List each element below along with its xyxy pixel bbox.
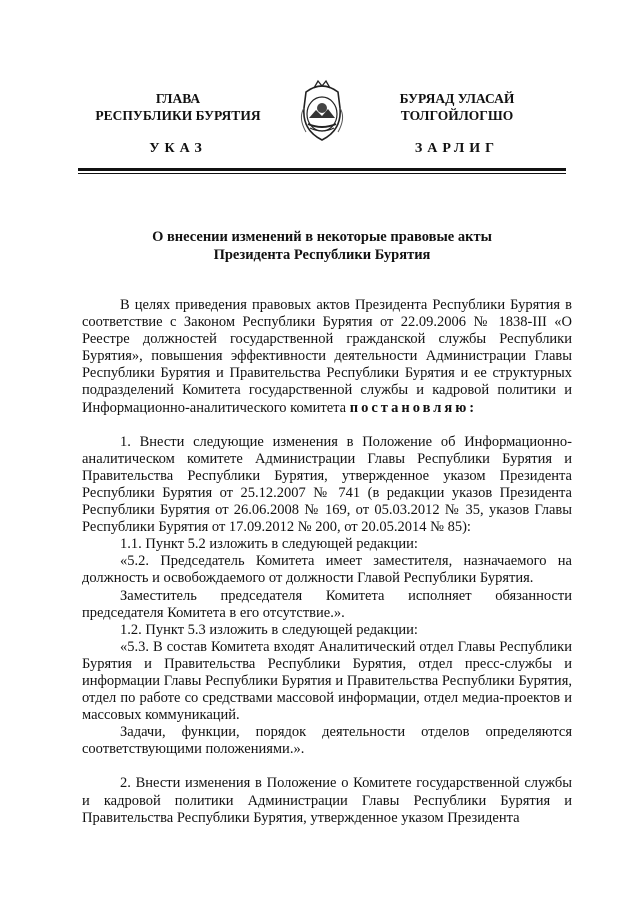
item-1-2: 1.2. Пункт 5.3 изложить в следующей редакции: [120,621,418,638]
header-divider-thick [78,168,566,171]
decree-word: постановляю [349,399,470,416]
item-1-2-quote-2: Задачи, функции, порядок деятельности отделов определяются соответствующими положениями.». [82,724,572,758]
title-line1: О внесении изменений в некоторые правовые акты [152,229,492,245]
item-2: 2. Внести изменения в Положение о Комитете государственной службы и кадровой политики Администрации Главы Республики Бурятия и Правительства Республики Бурятия, утвержденное указом Президента [82,775,572,826]
item-1-1-quote-2: Заместитель председателя Комитета исполняет обязанности председателя Комитета в его отсутствие.». [82,587,572,621]
issuer-ru-line2: РЕСПУБЛИКИ БУРЯТИЯ [95,108,261,123]
item-1-1-quote: «5.2. Председатель Комитета имеет заместителя, назначаемого на должность и освобождаемого от должности Главой Республики Бурятия. [82,553,572,587]
header-divider-thin [78,173,566,174]
decree-punct: : [469,399,475,416]
doc-type-ru: УКАЗ [149,141,207,156]
issuer-ru-line1: ГЛАВА [155,91,201,106]
preamble-text: В целях приведения правовых актов Президента Республики Бурятия в соответствие с Законом Республики Бурятия от 22.09.2006 № 1838-III «О Реестре должностей государственной гражданской службы Республики Бурятия», повышения эффективности деятельности Администрации Главы Республики Бурятия и Правительства Республики Бурятия и ее структурных подразделений Комитета государственной службы и кадровой политики и Информационно-аналитического комитета [82,297,572,416]
document-title [78,228,566,264]
item-1: 1. Внести следующие изменения в Положение об Информационно-аналитическом комитете Администрации Главы Республики Бурятия и Правительства Республики Бурятия, утвержденное указом Президента Республики Бурятия от 25.12.2007 № 741 (в редакции указов Президента Республики Бурятия от 26.06.2008 № 169, от 05.03.2012 № 35, указов Главы Республики Бурятия от 17.09.2012 № 200, от 20.05.2014 № 85): [82,433,572,536]
preamble-paragraph [82,297,572,417]
item-1-1: 1.1. Пункт 5.2 изложить в следующей редакции: [120,536,418,553]
issuer-bua-line2: ТОЛГОЙЛОГШО [400,108,514,123]
item-1-2-quote: «5.3. В состав Комитета входят Аналитический отдел Главы Республики Бурятия и Правительства Республики Бурятия, отдел пресс-службы и информации Главы Республики Бурятия и Правительства Республики Бурятия, отдел по работе со средствами массовой информации, отдел медиа-проектов и массовых коммуникаций. [82,638,572,724]
coat-of-arms-emblem [296,78,348,142]
doc-type-bua: ЗАРЛИГ [414,141,500,156]
issuer-bua [352,90,562,124]
document-body [82,297,572,827]
issuer-ru [78,90,278,124]
issuer-bua-line1: БУРЯАД УЛАСАЙ [399,91,515,106]
title-line2: Президента Республики Бурятия [213,247,431,263]
